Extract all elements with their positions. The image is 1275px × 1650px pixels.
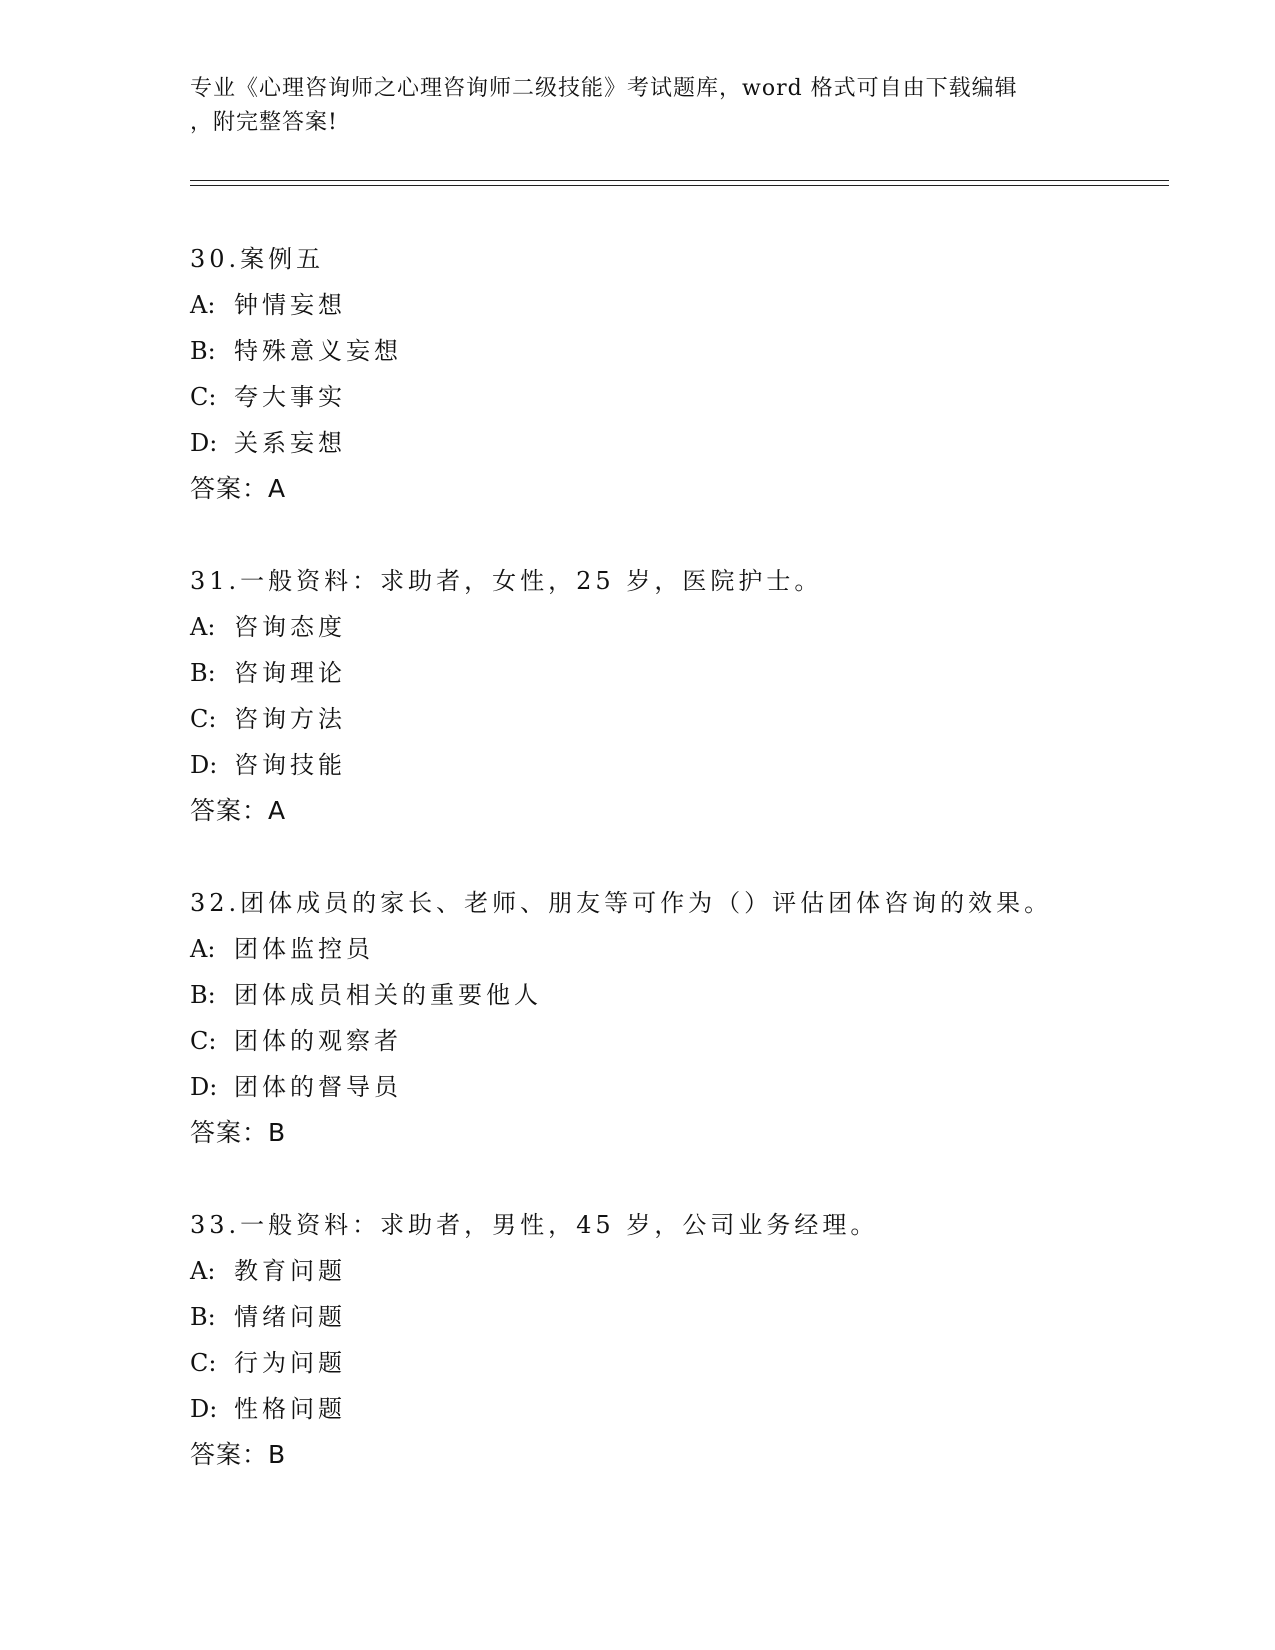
option-letter: C:: [190, 1349, 217, 1377]
option-text: 团体成员相关的重要他人: [234, 981, 542, 1009]
question-stem: 32.团体成员的家长、老师、朋友等可作为（）评估团体咨询的效果。: [190, 889, 1053, 917]
option-text: 特殊意义妄想: [234, 337, 402, 365]
answer-line: 答案：A: [190, 474, 287, 503]
option-b: [190, 1294, 1150, 1340]
option-a: [190, 926, 1150, 972]
option-b: [190, 328, 1150, 374]
option-letter: B:: [190, 659, 216, 687]
question-31: [190, 558, 1150, 834]
header-divider-top: [190, 180, 1169, 181]
option-letter: A:: [190, 613, 216, 641]
option-letter: B:: [190, 1303, 216, 1331]
option-text: 钟情妄想: [234, 291, 346, 319]
header-line-2: ，附完整答案!: [190, 110, 338, 135]
option-c: [190, 1340, 1150, 1386]
option-c: [190, 374, 1150, 420]
option-d: [190, 1386, 1150, 1432]
document-header: [190, 72, 1090, 140]
header-line-1: 专业《心理咨询师之心理咨询师二级技能》考试题库，word 格式可自由下载编辑: [190, 76, 1018, 101]
option-c: [190, 696, 1150, 742]
option-letter: C:: [190, 383, 217, 411]
option-a: [190, 604, 1150, 650]
option-d: [190, 420, 1150, 466]
option-text: 咨询理论: [234, 659, 346, 687]
option-text: 行为问题: [234, 1349, 346, 1377]
answer-line: 答案：A: [190, 796, 287, 825]
option-a: [190, 1248, 1150, 1294]
option-letter: C:: [190, 705, 217, 733]
question-stem: 30.案例五: [190, 245, 325, 273]
option-letter: B:: [190, 981, 216, 1009]
option-text: 团体监控员: [234, 935, 374, 963]
option-letter: A:: [190, 291, 216, 319]
option-text: 咨询态度: [234, 613, 346, 641]
option-text: 夸大事实: [234, 383, 346, 411]
answer-line: 答案：B: [190, 1440, 287, 1469]
option-c: [190, 1018, 1150, 1064]
option-text: 情绪问题: [234, 1303, 346, 1331]
option-letter: D:: [190, 1395, 218, 1423]
option-b: [190, 650, 1150, 696]
option-text: 团体的观察者: [234, 1027, 402, 1055]
question-stem: 31.一般资料：求助者，女性，25 岁，医院护士。: [190, 567, 823, 595]
question-32: [190, 880, 1150, 1156]
option-letter: B:: [190, 337, 216, 365]
option-text: 关系妄想: [234, 429, 346, 457]
option-d: [190, 1064, 1150, 1110]
option-text: 团体的督导员: [234, 1073, 402, 1101]
option-letter: D:: [190, 429, 218, 457]
option-letter: A:: [190, 1257, 216, 1285]
option-letter: D:: [190, 1073, 218, 1101]
option-letter: D:: [190, 751, 218, 779]
answer-line: 答案：B: [190, 1118, 287, 1147]
option-letter: A:: [190, 935, 216, 963]
question-33: [190, 1202, 1150, 1478]
option-d: [190, 742, 1150, 788]
option-letter: C:: [190, 1027, 217, 1055]
option-text: 咨询技能: [234, 751, 346, 779]
question-stem: 33.一般资料：求助者，男性，45 岁，公司业务经理。: [190, 1211, 879, 1239]
header-divider-bottom: [190, 185, 1169, 186]
option-text: 性格问题: [234, 1395, 346, 1423]
option-text: 教育问题: [234, 1257, 346, 1285]
option-b: [190, 972, 1150, 1018]
question-30: [190, 236, 1150, 512]
option-text: 咨询方法: [234, 705, 346, 733]
option-a: [190, 282, 1150, 328]
